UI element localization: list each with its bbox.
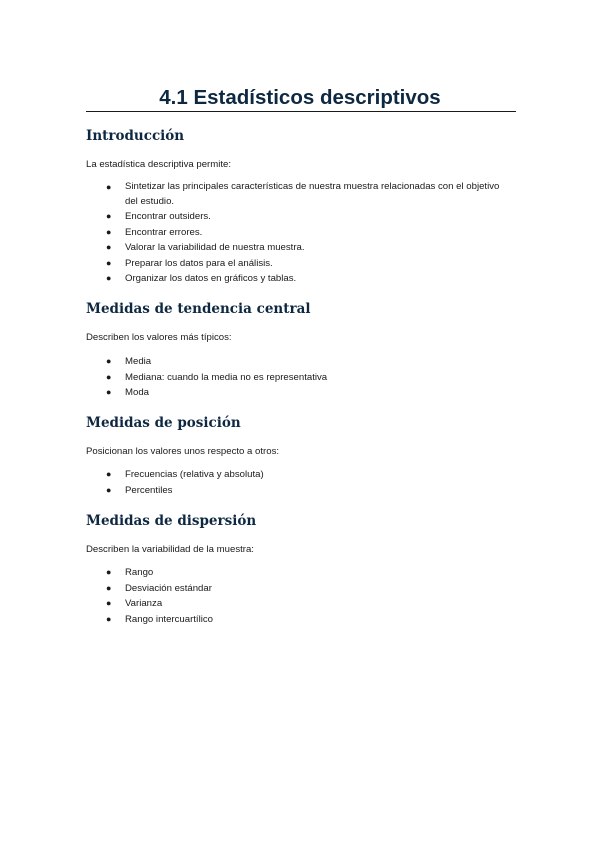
bullet-icon: ● [106,371,112,382]
list-item [86,581,516,597]
list-item [86,271,516,287]
list-item-text: Media [125,356,152,367]
list-item [86,225,516,241]
bullet-icon: ● [106,226,112,237]
page-title: 4.1 Estadísticos descriptivos [159,86,441,109]
list-item-text: Sintetizar las principales características de nuestra muestra relacionadas con el objetivo del estudio. [125,181,500,207]
list-item [86,370,516,386]
bullet-icon: ● [106,356,112,366]
bullet-list-tendencia-central [86,354,516,401]
bullet-list-posicion [86,467,516,498]
bullet-icon: ● [106,211,112,221]
list-item [86,467,516,483]
list-item-text: Valorar la variabilidad de nuestra muestra. [125,242,305,253]
section-intro-tendencia-central: Describen los valores más típicos: [86,332,232,343]
bullet-icon: ● [106,613,112,624]
section-intro-posicion: Posicionan los valores unos respecto a otros: [86,446,280,457]
section-heading-dispersion: Medidas de dispersión [86,513,257,529]
list-item [86,385,516,401]
bullet-icon: ● [106,484,112,495]
list-item-text: Desviación estándar [125,582,212,594]
bullet-list-introduccion [86,180,516,287]
section-heading-tendencia-central: Medidas de tendencia central [86,301,311,317]
section-heading-posicion: Medidas de posición [86,415,241,431]
bullet-icon: ● [106,567,112,577]
list-item [86,354,516,370]
list-item-text: Encontrar errores. [125,226,203,238]
bullet-icon: ● [106,273,112,283]
bullet-icon: ● [106,469,112,479]
list-item-text: Rango intercuartílico [125,613,213,625]
bullet-icon: ● [106,582,112,593]
bullet-icon: ● [106,387,112,397]
list-item-text: Moda [125,387,149,398]
section-intro-dispersion: Describen la variabilidad de la muestra: [86,544,254,555]
list-item [86,483,516,499]
list-item [86,612,516,628]
list-item-text: Mediana: cuando la media no es representativa [125,371,328,383]
list-item [86,565,516,581]
bullet-icon: ● [106,182,112,192]
section-intro-introduccion: La estadística descriptiva permite: [86,159,232,170]
section-heading-introduccion: Introducción [86,128,185,144]
list-item-text: Percentiles [125,484,173,496]
list-item-text: Encontrar outsiders. [125,211,211,222]
list-item [86,596,516,612]
bullet-icon: ● [106,257,112,268]
bullet-icon: ● [106,598,112,608]
list-item-text: Varianza [125,598,163,609]
list-item-text: Frecuencias (relativa y absoluta) [125,469,264,480]
list-item-text: Rango [125,567,154,578]
list-item [86,256,516,272]
list-item-text: Preparar los datos para el análisis. [125,257,273,269]
list-item [86,209,516,225]
bullet-icon: ● [106,242,112,252]
list-item-text: Organizar los datos en gráficos y tablas. [125,273,297,284]
list-item [86,240,516,256]
bullet-list-dispersion [86,565,516,627]
title-underline [86,111,516,112]
list-item [86,180,516,209]
